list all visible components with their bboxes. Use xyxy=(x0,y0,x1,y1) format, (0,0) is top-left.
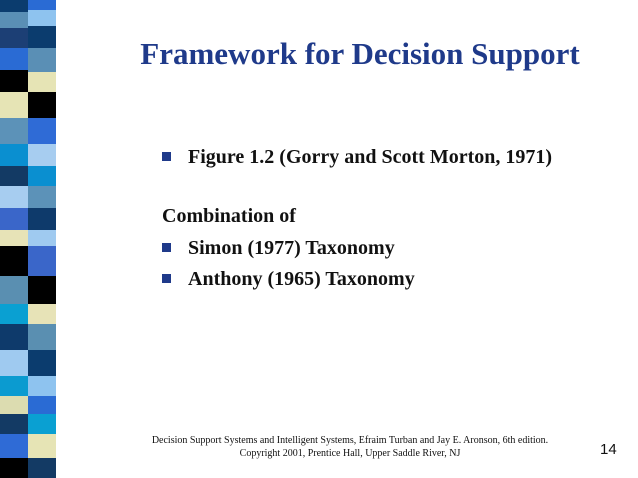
stripe-left xyxy=(0,0,28,478)
stripe-right xyxy=(28,0,56,478)
bullet-figure-text: Figure 1.2 (Gorry and Scott Morton, 1971) xyxy=(188,146,553,168)
bullet-anthony-text: Anthony (1965) Taxonomy xyxy=(188,268,415,290)
bullet-simon xyxy=(162,237,395,260)
footer-line-2: Copyright 2001, Prentice Hall, Upper Saddle River, NJ xyxy=(239,448,461,459)
combination-text: Combination of xyxy=(162,205,296,227)
square-bullet-icon xyxy=(162,243,171,252)
combination-heading xyxy=(162,205,296,228)
slide-footer xyxy=(120,434,580,460)
decorative-stripe xyxy=(0,0,56,478)
slide-title: Framework for Decision Support xyxy=(140,36,580,71)
bullet-figure xyxy=(162,146,552,169)
square-bullet-icon xyxy=(162,274,171,283)
bullet-simon-text: Simon (1977) Taxonomy xyxy=(188,237,395,259)
page-number: 14 xyxy=(600,441,617,458)
bullet-anthony xyxy=(162,268,415,291)
square-bullet-icon xyxy=(162,152,171,161)
footer-line-1: Decision Support Systems and Intelligent Systems, Efraim Turban and Jay E. Aronson, 6th edition. xyxy=(151,435,549,446)
